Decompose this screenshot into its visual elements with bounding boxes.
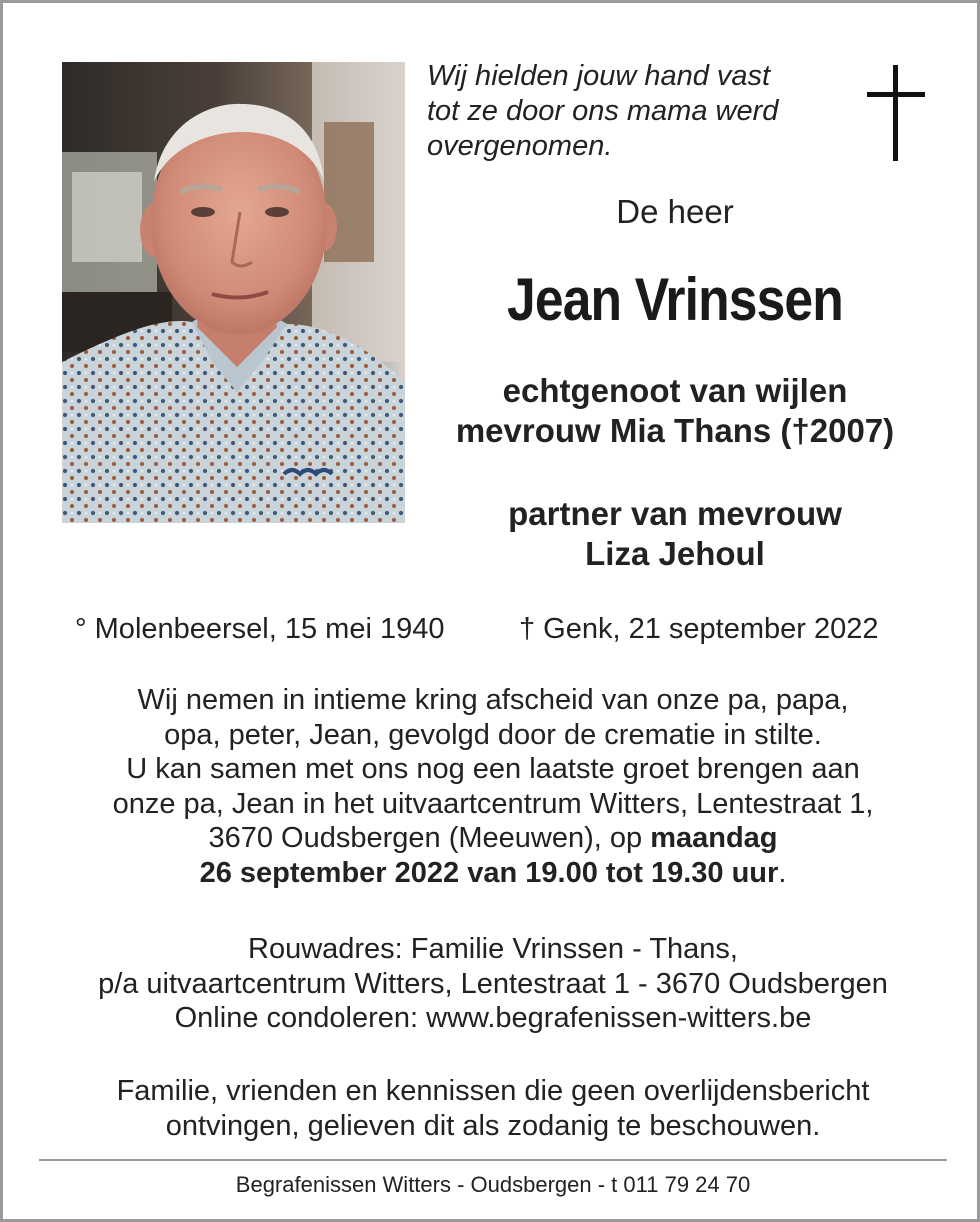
address-line: Online condoleren: www.begrafenissen-witters.be [174, 1002, 812, 1034]
memorial-quote [427, 59, 847, 164]
quote-line: overgenomen. [427, 130, 613, 162]
announcement-line [43, 856, 943, 891]
deceased-name: Jean Vrinssen [507, 266, 843, 333]
birth-date: ° Molenbeersel, 15 mei 1940 [75, 613, 445, 645]
mourning-address [43, 932, 943, 1036]
announcement-line: U kan samen met ons nog een laatste groet brengen aan [126, 753, 860, 785]
partner-line: partner van mevrouw [508, 495, 842, 532]
announcement-text: . [778, 856, 787, 889]
spouse-info [405, 371, 945, 451]
quote-line: tot ze door ons mama werd [427, 95, 779, 127]
portrait-illustration [62, 62, 405, 523]
funeral-home-footer: Begrafenissen Witters - Oudsbergen - t 011 79 24 70 [235, 1172, 751, 1197]
cross-icon [867, 65, 925, 161]
address-line: Rouwadres: Familie Vrinssen - Thans, [248, 933, 738, 965]
partner-info [405, 494, 945, 574]
address-line: p/a uitvaartcentrum Witters, Lentestraat 1 - 3670 Oudsbergen [98, 967, 888, 1000]
announcement-line: onze pa, Jean in het uitvaartcentrum Witters, Lentestraat 1, [112, 787, 874, 820]
announcement-text: 3670 Oudsbergen (Meeuwen), op [208, 822, 651, 854]
partner-line: Liza Jehoul [585, 535, 765, 572]
portrait-photo [62, 62, 405, 523]
honorific: De heer [616, 193, 734, 230]
announcement-line: opa, peter, Jean, gevolgd door de crematie in stilte. [164, 718, 822, 751]
announcement-line [43, 821, 943, 856]
announcement [43, 683, 943, 890]
notice [43, 1074, 943, 1143]
quote-line: Wij hielden jouw hand vast [427, 60, 771, 92]
spouse-line: mevrouw Mia Thans (†2007) [455, 412, 895, 449]
divider [39, 1159, 947, 1161]
announcement-datetime: 26 september 2022 van 19.00 tot 19.30 uur [199, 856, 779, 889]
notice-line: Familie, vrienden en kennissen die geen overlijdensbericht [116, 1075, 870, 1107]
announcement-line: Wij nemen in intieme kring afscheid van onze pa, papa, [137, 684, 849, 716]
spouse-line: echtgenoot van wijlen [502, 372, 848, 409]
notice-line: ontvingen, gelieven dit als zodanig te beschouwen. [165, 1109, 821, 1142]
announcement-day: maandag [650, 822, 778, 854]
death-date: † Genk, 21 september 2022 [519, 613, 879, 645]
